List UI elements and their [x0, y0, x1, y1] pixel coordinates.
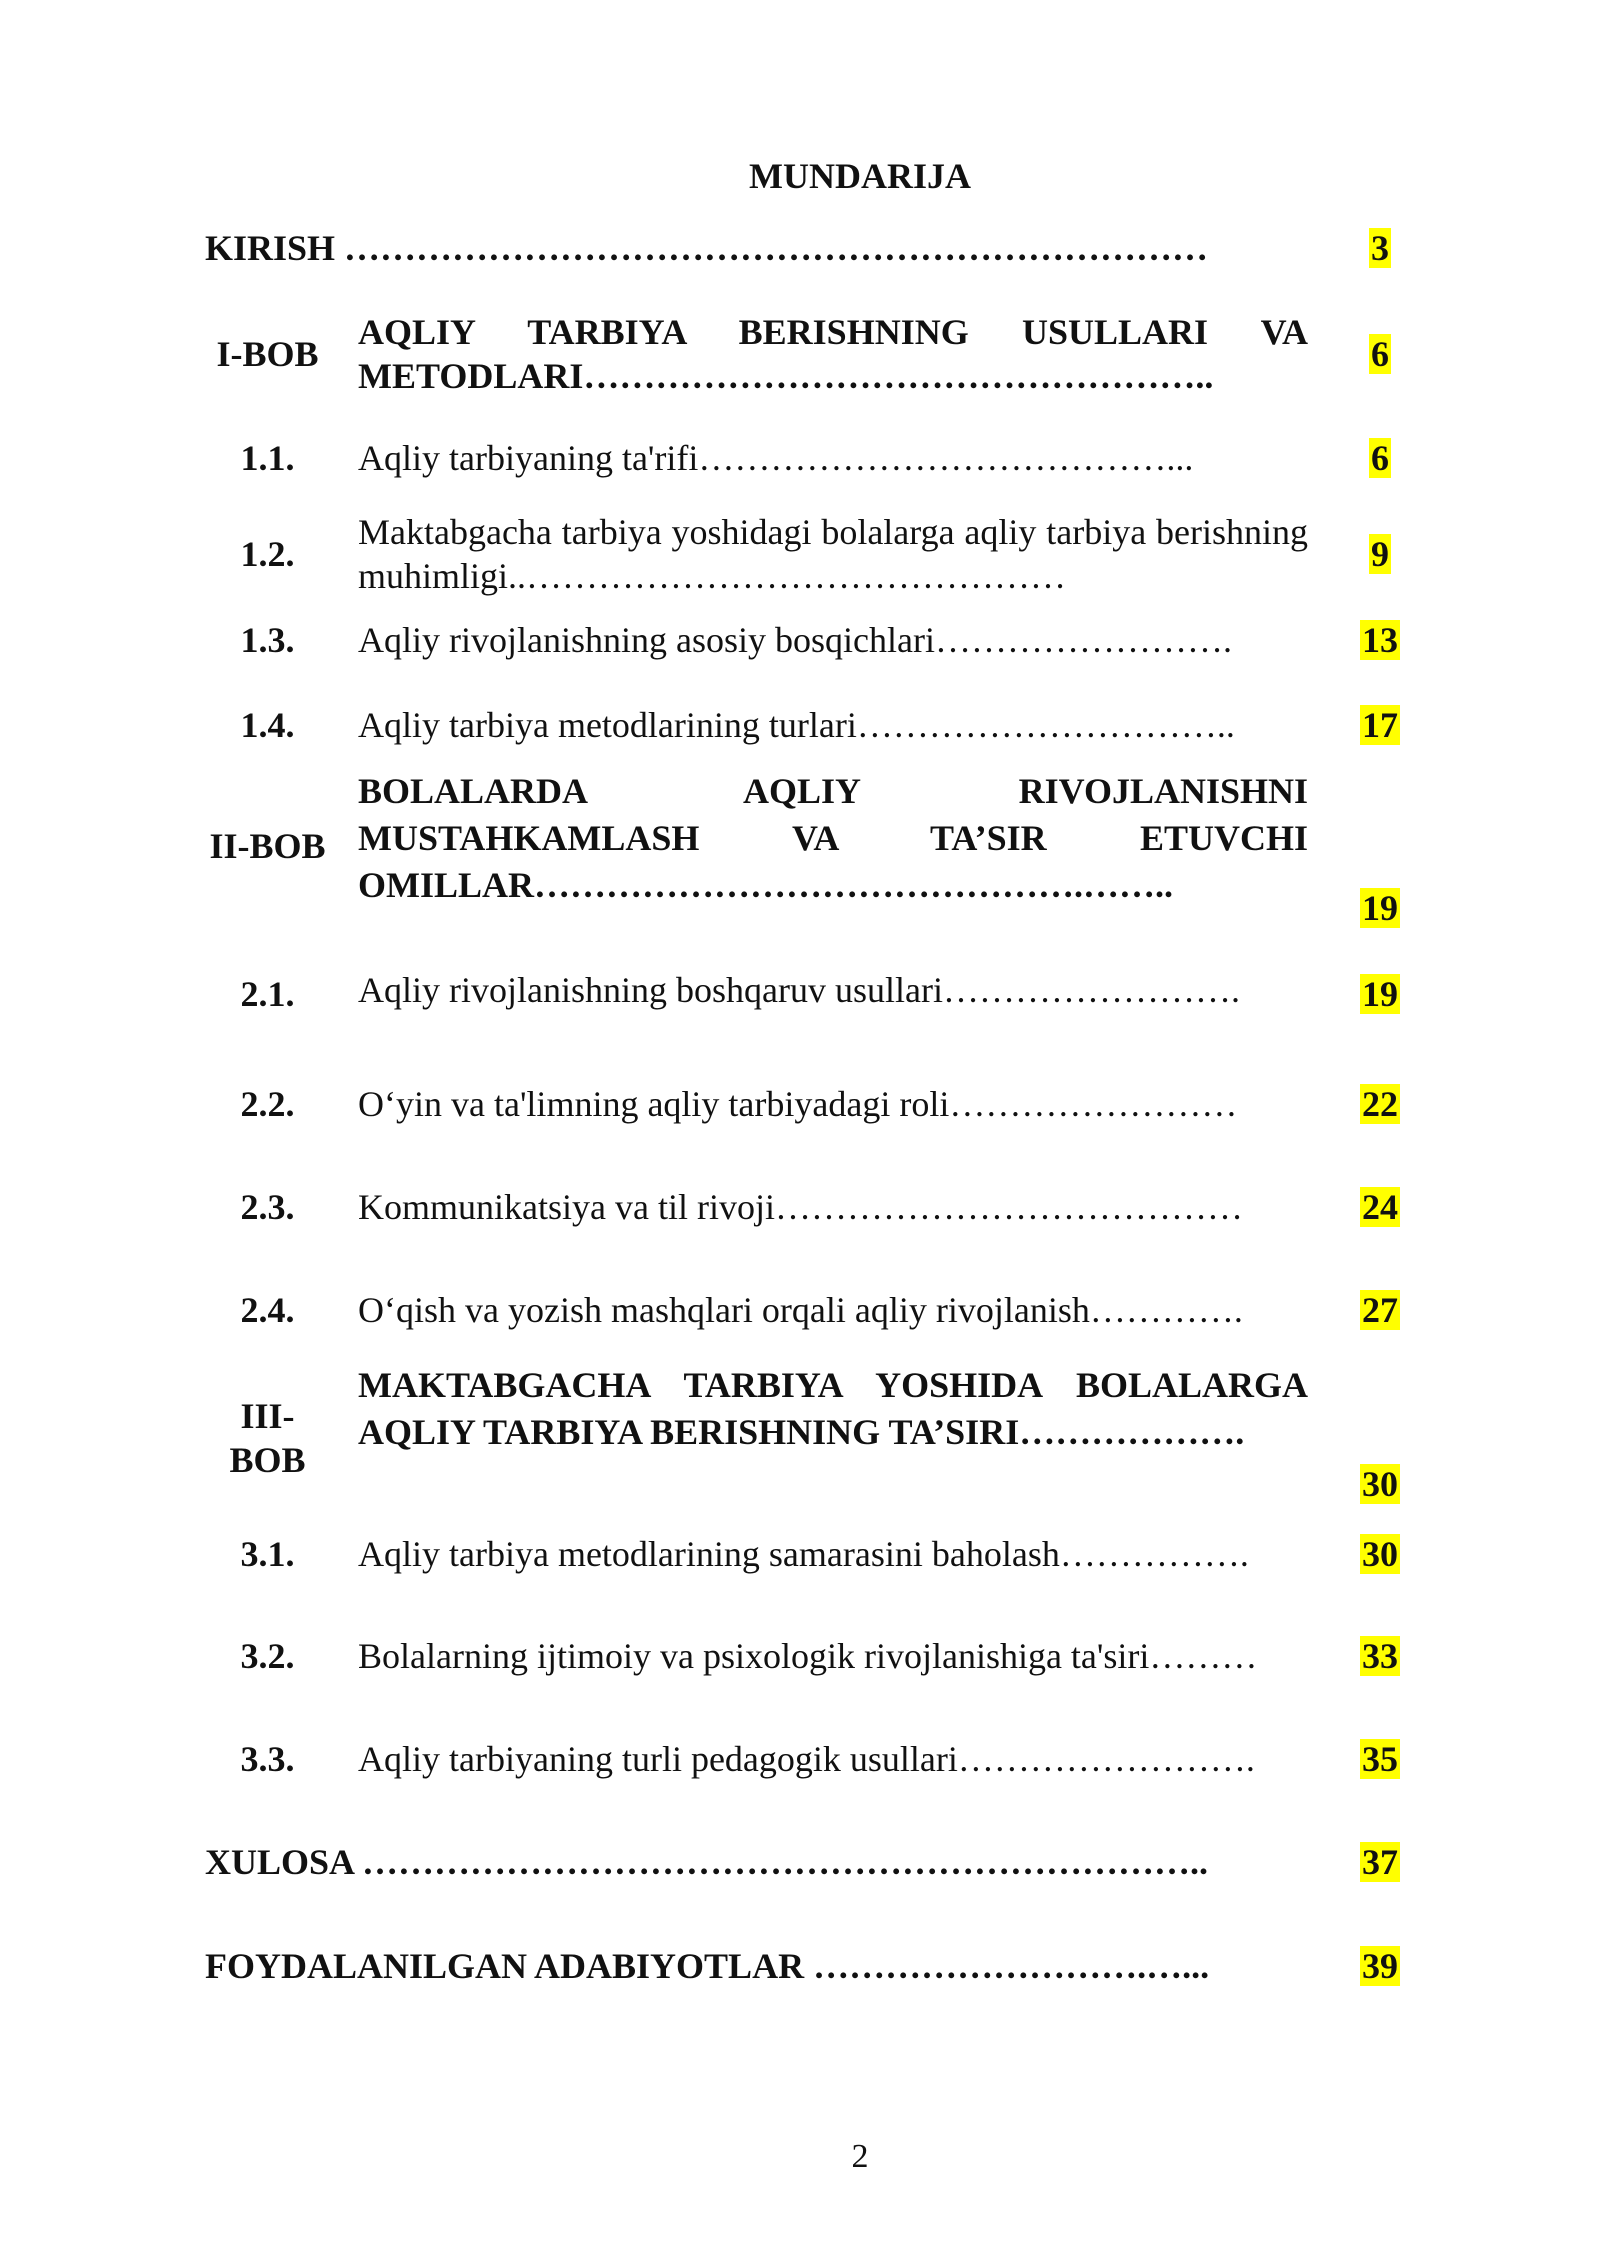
page-title: MUNDARIJA [749, 156, 971, 196]
toc-entry-text: Aqliy rivojlanishning asosiy bosqichlari……………………. [358, 620, 1232, 660]
toc-section-number: 2.2. [240, 1084, 295, 1124]
toc-entry-text: Aqliy rivojlanishning boshqaruv usullari……………………. [358, 970, 1240, 1010]
toc-section-number: 2.3. [240, 1187, 295, 1227]
toc-section-number: 2.4. [240, 1290, 295, 1330]
toc-entry-text: Maktabgacha tarbiya yoshidagi bolalarga aqliy tarbiya berishning muhimligi..……………………………………… [358, 512, 1308, 596]
toc-page-number: 17 [1362, 705, 1398, 745]
toc-entry-text: Aqliy tarbiyaning turli pedagogik usullari……………………. [358, 1739, 1255, 1779]
toc-page-number: 22 [1362, 1084, 1398, 1124]
toc-page-number: 6 [1371, 334, 1389, 374]
toc-entry-text: AQLIY TARBIYA BERISHNING USULLARI VA METODLARI…………………………………………….. [358, 312, 1308, 396]
toc-section-number: 2.1. [240, 974, 295, 1014]
page-number-footer: 2 [851, 2138, 869, 2175]
toc-page-number: 3 [1371, 228, 1389, 268]
toc-section-number: 1.1. [240, 438, 295, 478]
toc-entry-text: Aqliy tarbiyaning ta'rifi…………………………………... [358, 438, 1194, 478]
toc-entry-text: BOLALARDA AQLIY RIVOJLANISHNI MUSTAHKAMLASH VA TA’SIR ETUVCHI OMILLAR……………………………………….…….. [358, 771, 1308, 905]
toc-page-number: 27 [1362, 1290, 1398, 1330]
toc-chapter-number: III-BOB [229, 1396, 306, 1480]
toc-page-number: 39 [1362, 1946, 1398, 1986]
toc-page-number: 24 [1362, 1187, 1398, 1227]
toc-section-number: 3.2. [240, 1636, 295, 1676]
toc-page-number: 19 [1362, 888, 1398, 928]
toc-entry-text: KIRISH ……………………………………………………………… [205, 228, 1209, 268]
toc-section-number: 3.3. [240, 1739, 295, 1779]
toc-entry-text: Bolalarning ijtimoiy va psixologik rivojlanishiga ta'siri……… [358, 1636, 1258, 1676]
toc-section-number: 3.1. [240, 1534, 295, 1574]
toc-page-number: 30 [1362, 1464, 1398, 1504]
toc-page-number: 9 [1371, 534, 1389, 574]
toc-chapter-number: II-BOB [209, 826, 326, 866]
toc-entry-text: O‘qish va yozish mashqlari orqali aqliy rivojlanish…………. [358, 1290, 1243, 1330]
toc-entry-text: Aqliy tarbiya metodlarining turlari………………………….. [358, 705, 1235, 745]
toc-section-number: 1.4. [240, 705, 295, 745]
toc-page-number: 35 [1362, 1739, 1398, 1779]
toc-entry-text: MAKTABGACHA TARBIYA YOSHIDA BOLALARGA AQLIY TARBIYA BERISHNING TA’SIRI………………. [358, 1365, 1308, 1452]
toc-chapter-number: I-BOB [216, 334, 319, 374]
toc-entry-text: FOYDALANILGAN ADABIYOTLAR ……………………….…... [205, 1946, 1210, 1986]
toc-page-number: 33 [1362, 1636, 1398, 1676]
toc-page-number: 30 [1362, 1534, 1398, 1574]
toc-page-number: 6 [1371, 438, 1389, 478]
toc-entry-text: O‘yin va ta'limning aqliy tarbiyadagi roli…………………… [358, 1084, 1238, 1124]
toc-entry-text: Aqliy tarbiya metodlarining samarasini baholash……………. [358, 1534, 1249, 1574]
toc-page-number: 37 [1362, 1842, 1398, 1882]
toc-section-number: 1.3. [240, 620, 295, 660]
toc-section-number: 1.2. [240, 534, 295, 574]
toc-page-number: 13 [1362, 620, 1398, 660]
toc-page-number: 19 [1362, 974, 1398, 1014]
toc-entry-text: Kommunikatsiya va til rivoji………………………………… [358, 1187, 1243, 1227]
toc-entry-text: XULOSA …………………………………………………………….. [205, 1842, 1209, 1882]
